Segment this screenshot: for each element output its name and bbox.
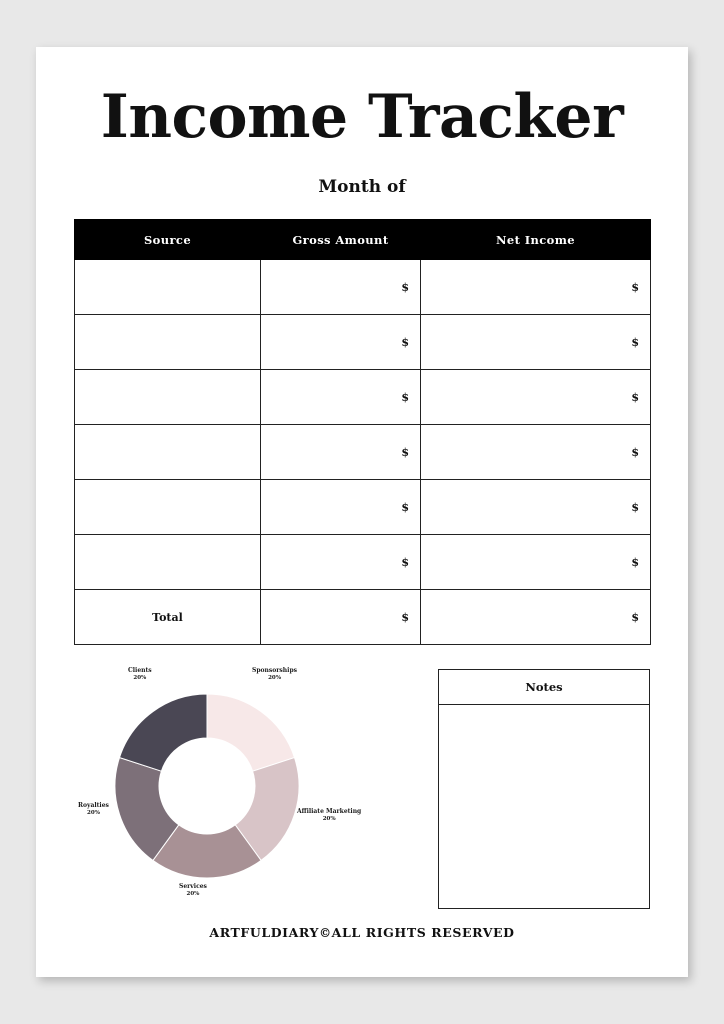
cell-source[interactable]	[75, 535, 261, 590]
total-net[interactable]	[421, 590, 651, 645]
cell-gross[interactable]	[261, 480, 421, 535]
cell-net[interactable]	[421, 370, 651, 425]
chart-label-clients-text: Clients	[128, 667, 152, 674]
cell-net[interactable]	[421, 260, 651, 315]
total-gross[interactable]	[261, 590, 421, 645]
page-title: Income Tracker	[100, 82, 624, 152]
donut-chart-svg	[74, 661, 404, 911]
table-row	[75, 315, 651, 370]
slice-clients	[120, 694, 207, 771]
page-sheet	[36, 47, 688, 977]
chart-label-affiliate-marketing-text: Affiliate Marketing	[297, 808, 362, 815]
notes-input[interactable]	[439, 705, 649, 909]
cell-net[interactable]	[421, 535, 651, 590]
table-row	[75, 480, 651, 535]
chart-label-royalties-text: Royalties	[78, 802, 109, 809]
currency-symbol: $	[631, 610, 639, 624]
printable-content	[74, 82, 650, 947]
table-header-row	[75, 220, 651, 260]
cell-source[interactable]	[75, 260, 261, 315]
chart-label-royalties	[78, 802, 109, 818]
currency-symbol: $	[631, 280, 639, 294]
column-header-net-income: Net Income	[421, 220, 651, 260]
currency-symbol: $	[401, 280, 409, 294]
column-header-gross-amount: Gross Amount	[261, 220, 421, 260]
cell-source[interactable]	[75, 425, 261, 480]
cell-source[interactable]	[75, 315, 261, 370]
table-row	[75, 425, 651, 480]
cell-net[interactable]	[421, 425, 651, 480]
footer-rights: ALL RIGHTS RESERVED	[331, 925, 515, 940]
income-table	[74, 219, 651, 645]
currency-symbol: $	[401, 445, 409, 459]
notes-panel	[438, 669, 650, 909]
currency-symbol: $	[631, 390, 639, 404]
cell-net[interactable]	[421, 480, 651, 535]
chart-label-affiliate-marketing-value: 20%	[322, 816, 336, 823]
chart-label-sponsorships	[252, 667, 297, 683]
cell-net[interactable]	[421, 315, 651, 370]
chart-label-services-text: Services	[179, 883, 207, 890]
income-breakdown-donut-chart	[74, 661, 404, 911]
bottom-section	[74, 661, 650, 911]
chart-label-royalties-value: 20%	[87, 810, 100, 817]
currency-symbol: $	[401, 555, 409, 569]
cell-source[interactable]	[75, 370, 261, 425]
month-of-label: Month of	[318, 177, 406, 197]
currency-symbol: $	[631, 445, 639, 459]
footer-brand: ARTFULDIARY	[209, 925, 320, 940]
cell-source[interactable]	[75, 480, 261, 535]
currency-symbol: $	[631, 335, 639, 349]
chart-label-sponsorships-value: 20%	[268, 675, 281, 682]
chart-label-services	[179, 883, 207, 899]
currency-symbol: $	[401, 390, 409, 404]
cell-gross[interactable]	[261, 315, 421, 370]
chart-label-affiliate-marketing	[297, 808, 361, 824]
column-header-source: Source	[75, 220, 261, 260]
slice-sponsorships	[207, 694, 294, 771]
currency-symbol: $	[401, 335, 409, 349]
table-row	[75, 370, 651, 425]
table-row	[75, 260, 651, 315]
notes-title: Notes	[439, 670, 649, 705]
cell-gross[interactable]	[261, 535, 421, 590]
chart-label-services-value: 20%	[186, 891, 200, 898]
currency-symbol: $	[631, 500, 639, 514]
chart-label-clients-value: 20%	[133, 675, 147, 682]
cell-gross[interactable]	[261, 260, 421, 315]
table-total-row	[75, 590, 651, 645]
table-row	[75, 535, 651, 590]
copyright-icon: ©	[319, 926, 332, 940]
chart-label-sponsorships-text: Sponsorships	[252, 667, 298, 674]
footer-credit	[74, 925, 650, 940]
cell-gross[interactable]	[261, 370, 421, 425]
currency-symbol: $	[631, 555, 639, 569]
currency-symbol: $	[401, 500, 409, 514]
currency-symbol: $	[401, 610, 409, 624]
total-label: Total	[75, 590, 261, 645]
chart-label-clients	[128, 667, 152, 683]
cell-gross[interactable]	[261, 425, 421, 480]
